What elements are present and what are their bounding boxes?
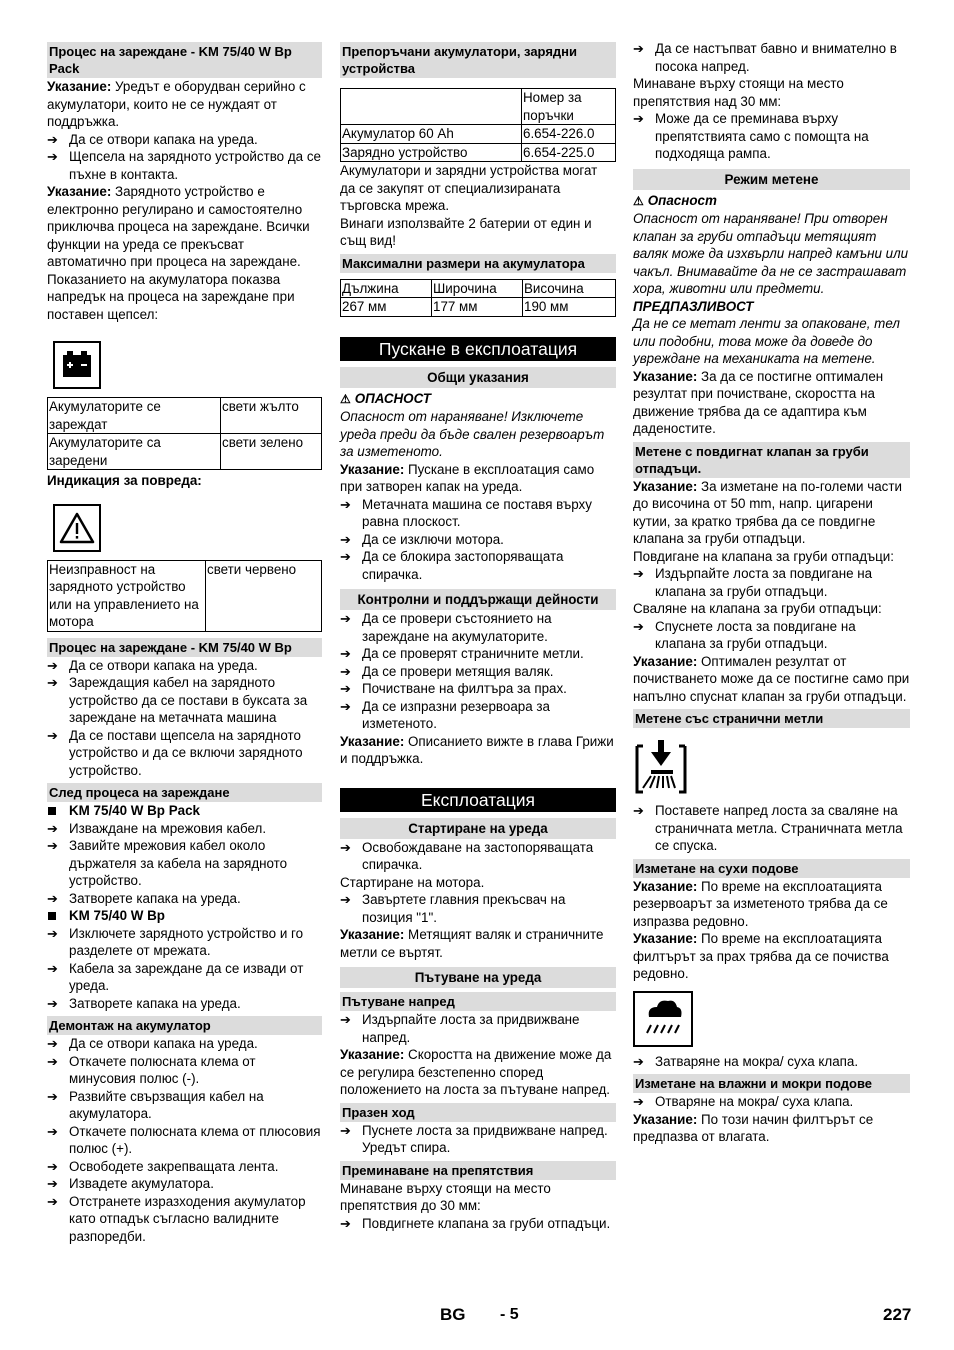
recommended-table	[340, 88, 616, 162]
step: ➔ Затворете капака на уреда.	[47, 890, 322, 908]
heading-flap: Метене с повдигнат клапан за груби отпадъци.	[633, 442, 910, 478]
model-label: KM 75/40 W Bp Pack	[47, 802, 322, 820]
heading-general: Общи указания	[340, 367, 616, 388]
heading-wet: Изметане на влажни и мокри подове	[633, 1074, 910, 1093]
table-row: Акумулаторите се зареждат свети жълто	[48, 398, 322, 434]
side-brush-lower-icon	[633, 738, 689, 798]
step: ➔ Спуснете лоста за повдигане на клапана за груби отпадъци.	[633, 618, 910, 653]
battery-status-table	[47, 397, 322, 470]
note: Указание: По време на експлоатацията резервоарът за изметеното трябва да се изпразва редовно.	[633, 878, 888, 929]
battery-icon	[53, 341, 101, 389]
caution-heading: ПРЕДПАЗЛИВОСТ	[633, 298, 754, 314]
heading-forward: Пътуване напред	[340, 992, 616, 1011]
heading-side-brushes: Метене със странични метли	[633, 709, 910, 728]
column-2	[340, 40, 616, 1232]
step: ➔ Почистване на филтъра за прах.	[340, 680, 616, 698]
note: Указание: За да се постигне оптимален резултат при почистване, скоростта на движение трябва да се адаптира към даденостите.	[633, 368, 884, 436]
step: ➔ Да се проверят страничните метли.	[340, 645, 616, 663]
step: ➔ Откачете полюсната клема от плюсовия полюс (+).	[47, 1123, 322, 1158]
step: ➔ Метачната машина се поставя върху равна плоскост.	[340, 496, 616, 531]
section-start: Пускане в експлоатация	[340, 337, 616, 361]
note: Указание: Уредът е оборудван серийно с акумулатори, които не се нуждаят от поддръжка.	[47, 79, 306, 129]
heading-startup: Стартиране на уреда	[340, 818, 616, 839]
danger-heading: ⚠ Опасност	[633, 192, 910, 211]
section-operation: Експлоатация	[340, 788, 616, 812]
heading-sweep-mode: Режим метене	[633, 169, 910, 190]
warning-icon: ⚠	[340, 391, 351, 406]
step: ➔ Освобождаване на застопоряващата спирачка.	[340, 839, 616, 874]
table-row: Акумулатор 60 Ah 6.654-226.0	[341, 125, 616, 144]
step: ➔ Зареждащия кабел на зарядното устройство да се постави в буксата за зареждане на метачната машина	[47, 674, 322, 727]
footer-page-number: 227	[883, 1305, 912, 1324]
step: ➔ Развийте свързващия кабел на акумулатора.	[47, 1088, 322, 1123]
step: ➔ Отстранете изразходения акумулатор като отпадък съгласно валидните разпоредби.	[47, 1193, 322, 1246]
note: Указание: Описанието вижте в глава Грижи и поддръжка.	[340, 733, 614, 766]
table-row: Акумулаторите са заредени свети зелено	[48, 434, 322, 470]
footer-language: BG	[440, 1305, 466, 1324]
danger-heading: ⚠ ОПАСНОСТ	[340, 390, 616, 409]
step: ➔ Да се отвори капака на уреда.	[47, 1035, 322, 1053]
step: ➔ Да се блокира застопоряващата спирачка.	[340, 548, 616, 583]
step: ➔ Издърпайте лоста за придвижване напред.	[340, 1011, 616, 1046]
step: ➔ Да се провери метящия валяк.	[340, 663, 616, 681]
note: Указание: Пускане в експлоатация само при затворен капак на уреда.	[340, 461, 595, 494]
paragraph: Винаги използвайте 2 батерии от един и същ вид!	[340, 215, 592, 248]
step: ➔ Затваряне на мокра/ суха клапа.	[633, 1053, 910, 1071]
note: Указание: Зарядното устройство е електронно регулирано и самостоятелно приключва процеса на зареждане. Всички функции на уреда се прекъсват автоматично при процеса на зареждане. Показанието на акумулатора показва напредък на процеса на зареждане при поставен щепсел:	[47, 184, 310, 322]
heading-max-size: Максимални размери на акумулатора	[340, 254, 616, 273]
paragraph: Стартиране на мотора.	[340, 874, 485, 890]
paragraph: Повдигане на клапана за груби отпадъци:	[633, 548, 894, 564]
heading-idle: Празен ход	[340, 1103, 616, 1122]
caution-text: Да не се метат ленти за опаковане, тел или подобни, това може да доведе до увреждане на механиката на метене.	[633, 316, 900, 366]
note: Указание: За изметане на по-големи части до височина от 50 mm, напр. цигарени кутии, за кратко трябва да се повдигне клапана за груби отпадъци.	[633, 478, 902, 546]
warning-icon: ⚠	[633, 193, 644, 208]
paragraph: Акумулатори и зарядни устройства могат да се закупят от специализираната търговска мрежа.	[340, 163, 598, 213]
step: ➔ Да се отвори капака на уреда.	[47, 131, 322, 149]
paragraph: Минаване върху стоящи на место препятствия над 30 мм:	[633, 76, 844, 109]
step: ➔ Може да се преминава върху препятствията само с помощта на подходяща рампа.	[633, 110, 910, 163]
danger-text: Опасност от нараняване! При отворен клапан за груби отпадъци метящият валяк може да изхвърли напред камъни или чакъл. Внимавайте да не се застрашават хора, животни или предмети.	[633, 211, 909, 296]
note: Указание: Оптимален резултат от почистването може да се постигне само при напълно спуснат клапан за груби отпадъци.	[633, 653, 910, 704]
heading-obstacles: Преминаване на препятствия	[340, 1161, 616, 1180]
table-row: Неизправност на зарядното устройство или на управлението на мотора свети червено	[48, 560, 322, 631]
danger-text: Опасност от нараняване! Изключете уреда преди да бъде свален резервоарът за изметеното.	[340, 409, 605, 459]
step: ➔ Извадете акумулатора.	[47, 1175, 322, 1193]
table-row: Номер за поръчки	[341, 89, 616, 125]
fault-heading: Индикация за повреда:	[47, 473, 202, 488]
paragraph: Минаване върху стоящи на место препятствия до 30 мм:	[340, 1180, 551, 1213]
heading-recommended: Препоръчани акумулатори, зарядни устройства	[340, 42, 616, 78]
heading-dry: Изметане на сухи подове	[633, 859, 910, 878]
footer-local-page: - 5	[500, 1306, 519, 1323]
heading-driving: Пътуване на уреда	[340, 967, 616, 988]
step: ➔ Пуснете лоста за придвижване напред. Уредът спира.	[340, 1122, 616, 1157]
step: ➔ Затворете капака на уреда.	[47, 995, 322, 1013]
step: ➔ Да се отвори капака на уреда.	[47, 657, 322, 675]
step: ➔ Завийте мрежовия кабел около държателя за кабела на зарядното устройство.	[47, 837, 322, 890]
step: ➔ Поставете напред лоста за сваляне на страничната метла. Страничната метла се спуска.	[633, 802, 910, 855]
heading-after-charge: След процеса на зареждане	[47, 783, 322, 802]
note: Указание: По време на експлоатацията филтърът за прах трябва да се почиства редовно.	[633, 931, 889, 981]
step: ➔ Да се постави щепсела на зарядното устройство и да се включи зарядното устройство.	[47, 727, 322, 780]
table-row: Дължина Широчина Височина	[341, 279, 616, 298]
note: Указание: Метящият валяк и страничните метли се въртят.	[340, 927, 604, 960]
fault-table	[47, 560, 322, 632]
step: ➔ Кабела за зареждане да се извади от уреда.	[47, 960, 322, 995]
table-row: 267 мм 177 мм 190 мм	[341, 298, 616, 317]
step: ➔ Да се настъпват бавно и внимателно в посока напред.	[633, 40, 910, 75]
step: ➔ Да се изключи мотора.	[340, 531, 616, 549]
heading-charge-bp: Процес на зареждане - KM 75/40 W Bp	[47, 638, 322, 657]
step: ➔ Издърпайте лоста за повдигане на клапана за груби отпадъци.	[633, 565, 910, 600]
heading-dismount: Демонтаж на акумулатор	[47, 1016, 322, 1035]
size-table	[340, 279, 616, 317]
note: Указание: По този начин филтърът се предпазва от влагата.	[633, 1111, 874, 1144]
model-label: KM 75/40 W Bp	[47, 907, 322, 925]
step: ➔ Завъртете главния прекъсвач на позиция "1".	[340, 891, 616, 926]
column-1	[47, 40, 322, 1245]
step: ➔ Освободете закрепващата лента.	[47, 1158, 322, 1176]
heading-checks: Контролни и поддържащи дейности	[340, 589, 616, 610]
column-3	[633, 40, 910, 1146]
step: ➔ Да се изпразни резервоара за изметеното.	[340, 698, 616, 733]
paragraph: Сваляне на клапана за груби отпадъци:	[633, 601, 882, 616]
step: ➔ Отваряне на мокра/ суха клапа.	[633, 1093, 910, 1111]
heading-charge-pack: Процес на зареждане - KM 75/40 W Bp Pack	[47, 42, 322, 78]
note: Указание: Скоростта на движение може да се регулира безстепенно според положението на лоста за пътуване напред.	[340, 1047, 612, 1097]
dry-floor-icon	[633, 991, 693, 1047]
step: ➔ Щепсела на зарядното устройство да се пъхне в контакта.	[47, 148, 322, 183]
step: ➔ Да се провери състоянието на зареждане на акумулаторите.	[340, 610, 616, 645]
step: ➔ Изключете зарядното устройство и го разделете от мрежата.	[47, 925, 322, 960]
step: ➔ Повдигнете клапана за груби отпадъци.	[340, 1215, 616, 1233]
step: ➔ Откачете полюсната клема от минусовия полюс (-).	[47, 1053, 322, 1088]
step: ➔ Изваждане на мрежовия кабел.	[47, 820, 322, 838]
warning-triangle-icon	[53, 504, 101, 552]
table-row: Зарядно устройство 6.654-225.0	[341, 143, 616, 162]
